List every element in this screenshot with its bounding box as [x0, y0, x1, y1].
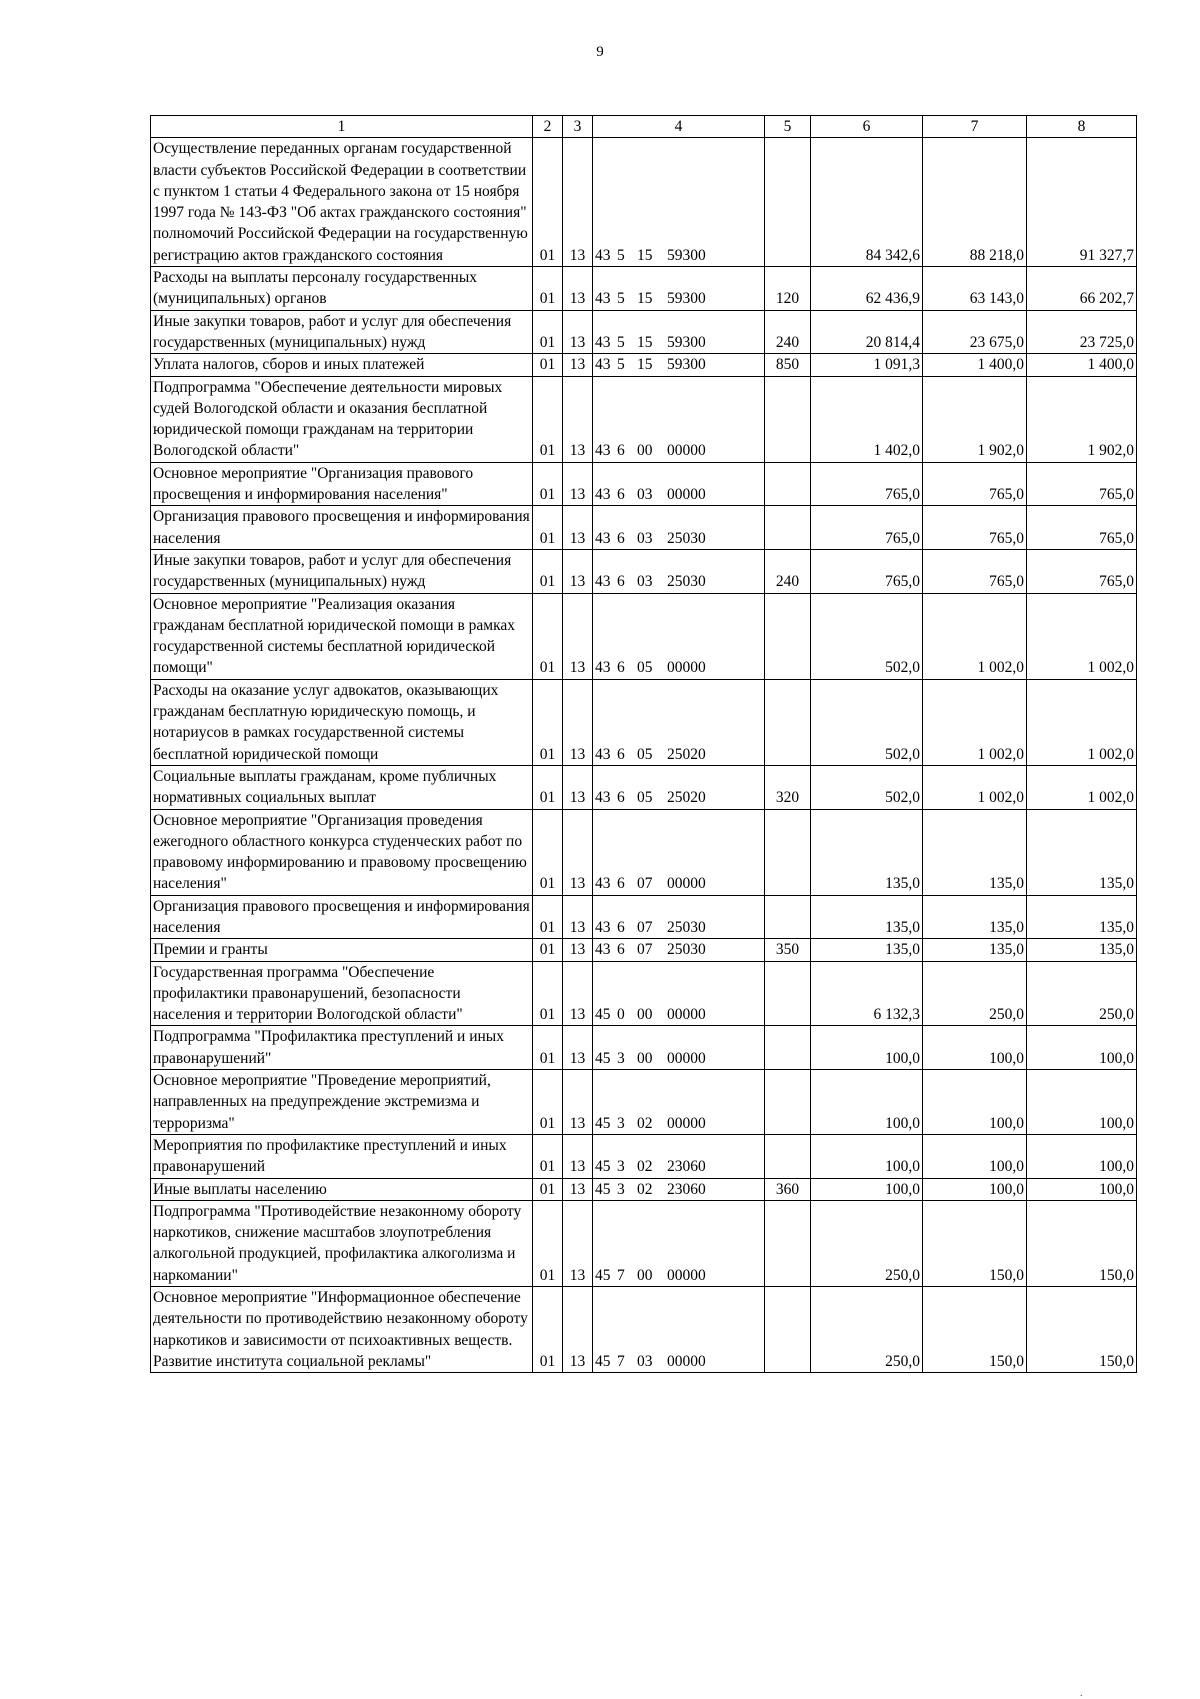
target-event-code: 15	[637, 333, 653, 351]
row-description: Основное мероприятие "Реализация оказания гражданам бесплатной юридической помощи в рамках государственной системы бесплатной юридической помощи"	[151, 593, 533, 679]
row-code-section: 01	[533, 506, 563, 550]
row-amount-col6: 100,0	[811, 1178, 923, 1200]
row-code-section: 01	[533, 809, 563, 895]
row-amount-col8: 1 002,0	[1027, 593, 1137, 679]
target-subprogram-code: 5	[617, 356, 625, 374]
target-direction-code: 59300	[667, 246, 706, 264]
row-expense-type	[765, 1026, 811, 1070]
row-description: Основное мероприятие "Информационное обеспечение деятельности по противодействию незаконному обороту наркотиков и зависимости от психоактивных веществ. Развитие института социальной рекламы"	[151, 1287, 533, 1373]
target-program-code: 45	[595, 1049, 611, 1067]
row-code-target-article	[593, 1134, 765, 1178]
row-amount-col8: 91 327,7	[1027, 138, 1137, 267]
row-expense-type: 850	[765, 354, 811, 376]
row-expense-type	[765, 809, 811, 895]
target-direction-code: 59300	[667, 290, 706, 308]
header-col-1: 1	[151, 116, 533, 138]
row-amount-col7: 150,0	[923, 1200, 1027, 1286]
row-amount-col6: 1 402,0	[811, 376, 923, 462]
row-expense-type: 120	[765, 267, 811, 311]
target-subprogram-code: 3	[617, 1158, 625, 1176]
row-code-target-article	[593, 679, 765, 765]
target-direction-code: 25030	[667, 573, 706, 591]
row-amount-col6: 62 436,9	[811, 267, 923, 311]
target-subprogram-code: 6	[617, 486, 625, 504]
target-program-code: 43	[595, 941, 611, 959]
row-code-subsection: 13	[563, 267, 593, 311]
row-code-section: 01	[533, 895, 563, 939]
header-col-5: 5	[765, 116, 811, 138]
target-program-code: 45	[595, 1114, 611, 1132]
row-code-section: 01	[533, 765, 563, 809]
target-program-code: 43	[595, 356, 611, 374]
table-row	[151, 1070, 1137, 1135]
row-description: Расходы на оказание услуг адвокатов, оказывающих гражданам бесплатную юридическую помощь, и нотариусов в рамках государственной системы бесплатной юридической помощи	[151, 679, 533, 765]
target-subprogram-code: 6	[617, 529, 625, 547]
row-description: Подпрограмма "Противодействие незаконному обороту наркотиков, снижение масштабов злоупотребления алкогольной продукцией, профилактика алкоголизма и наркомании"	[151, 1200, 533, 1286]
header-col-3: 3	[563, 116, 593, 138]
target-subprogram-code: 6	[617, 941, 625, 959]
row-expense-type	[765, 593, 811, 679]
target-event-code: 00	[637, 1006, 653, 1024]
target-event-code: 07	[637, 941, 653, 959]
table-row	[151, 267, 1137, 311]
row-code-section: 01	[533, 1134, 563, 1178]
target-event-code: 03	[637, 486, 653, 504]
target-direction-code: 00000	[667, 659, 706, 677]
row-amount-col8: 1 400,0	[1027, 354, 1137, 376]
target-direction-code: 23060	[667, 1180, 706, 1198]
row-amount-col8: 135,0	[1027, 809, 1137, 895]
row-description: Иные закупки товаров, работ и услуг для обеспечения государственных (муниципальных) нужд	[151, 549, 533, 593]
budget-table	[150, 115, 1137, 1373]
row-expense-type	[765, 961, 811, 1026]
target-direction-code: 25030	[667, 941, 706, 959]
row-expense-type: 240	[765, 549, 811, 593]
table-row	[151, 506, 1137, 550]
row-code-section: 01	[533, 1200, 563, 1286]
row-amount-col8: 135,0	[1027, 939, 1137, 961]
row-expense-type	[765, 138, 811, 267]
row-code-target-article	[593, 1178, 765, 1200]
table-row	[151, 895, 1137, 939]
row-code-target-article	[593, 506, 765, 550]
row-description: Основное мероприятие "Организация правового просвещения и информирования населения"	[151, 462, 533, 506]
table-row	[151, 961, 1137, 1026]
target-direction-code: 59300	[667, 333, 706, 351]
row-code-target-article	[593, 1200, 765, 1286]
row-amount-col7: 1 002,0	[923, 765, 1027, 809]
target-program-code: 43	[595, 745, 611, 763]
row-amount-col6: 1 091,3	[811, 354, 923, 376]
target-direction-code: 00000	[667, 1352, 706, 1370]
target-program-code: 43	[595, 246, 611, 264]
row-code-subsection: 13	[563, 1134, 593, 1178]
row-description: Уплата налогов, сборов и иных платежей	[151, 354, 533, 376]
row-code-subsection: 13	[563, 1178, 593, 1200]
row-code-subsection: 13	[563, 961, 593, 1026]
row-amount-col7: 135,0	[923, 895, 1027, 939]
target-direction-code: 00000	[667, 1006, 706, 1024]
target-subprogram-code: 6	[617, 745, 625, 763]
row-amount-col6: 250,0	[811, 1200, 923, 1286]
target-direction-code: 00000	[667, 1114, 706, 1132]
row-code-subsection: 13	[563, 1026, 593, 1070]
row-expense-type	[765, 1134, 811, 1178]
row-amount-col8: 765,0	[1027, 506, 1137, 550]
row-description: Мероприятия по профилактике преступлений и иных правонарушений	[151, 1134, 533, 1178]
target-program-code: 45	[595, 1006, 611, 1024]
row-code-target-article	[593, 765, 765, 809]
target-event-code: 03	[637, 1352, 653, 1370]
table-row	[151, 1178, 1137, 1200]
target-direction-code: 25020	[667, 789, 706, 807]
row-code-section: 01	[533, 310, 563, 354]
target-event-code: 03	[637, 573, 653, 591]
row-code-target-article	[593, 138, 765, 267]
row-code-subsection: 13	[563, 549, 593, 593]
header-col-8: 8	[1027, 116, 1137, 138]
row-code-section: 01	[533, 961, 563, 1026]
row-description: Социальные выплаты гражданам, кроме публичных нормативных социальных выплат	[151, 765, 533, 809]
table-row	[151, 310, 1137, 354]
row-expense-type	[765, 506, 811, 550]
row-code-target-article	[593, 462, 765, 506]
row-amount-col8: 765,0	[1027, 549, 1137, 593]
row-code-section: 01	[533, 376, 563, 462]
target-program-code: 45	[595, 1158, 611, 1176]
row-amount-col7: 100,0	[923, 1134, 1027, 1178]
row-amount-col7: 1 902,0	[923, 376, 1027, 462]
row-code-target-article	[593, 354, 765, 376]
target-direction-code: 25020	[667, 745, 706, 763]
target-direction-code: 00000	[667, 1049, 706, 1067]
row-code-subsection: 13	[563, 310, 593, 354]
row-amount-col7: 765,0	[923, 549, 1027, 593]
row-code-subsection: 13	[563, 506, 593, 550]
target-program-code: 43	[595, 333, 611, 351]
target-program-code: 43	[595, 918, 611, 936]
row-description: Организация правового просвещения и информирования населения	[151, 895, 533, 939]
row-code-section: 01	[533, 354, 563, 376]
row-description: Основное мероприятие "Проведение мероприятий, направленных на предупреждение экстремизма и терроризма"	[151, 1070, 533, 1135]
row-amount-col7: 100,0	[923, 1026, 1027, 1070]
target-event-code: 05	[637, 745, 653, 763]
row-description: Осуществление переданных органам государственной власти субъектов Российской Федерации в соответствии с пунктом 1 статьи 4 Федерального закона от 15 ноября 1997 года № 143-ФЗ "Об актах гражданского состояния" полномочий Российской Федерации на государственную регистрацию актов гражданского состояния	[151, 138, 533, 267]
row-description: Иные закупки товаров, работ и услуг для обеспечения государственных (муниципальных) нужд	[151, 310, 533, 354]
header-col-7: 7	[923, 116, 1027, 138]
row-code-subsection: 13	[563, 1200, 593, 1286]
target-subprogram-code: 6	[617, 875, 625, 893]
row-amount-col7: 100,0	[923, 1070, 1027, 1135]
row-description: Расходы на выплаты персоналу государственных (муниципальных) органов	[151, 267, 533, 311]
row-amount-col7: 1 400,0	[923, 354, 1027, 376]
target-direction-code: 23060	[667, 1158, 706, 1176]
target-event-code: 03	[637, 529, 653, 547]
row-expense-type: 350	[765, 939, 811, 961]
row-code-section: 01	[533, 1287, 563, 1373]
target-program-code: 45	[595, 1180, 611, 1198]
target-subprogram-code: 3	[617, 1180, 625, 1198]
row-code-subsection: 13	[563, 138, 593, 267]
row-amount-col7: 23 675,0	[923, 310, 1027, 354]
row-description: Организация правового просвещения и информирования населения	[151, 506, 533, 550]
target-subprogram-code: 6	[617, 789, 625, 807]
row-expense-type: 320	[765, 765, 811, 809]
target-event-code: 15	[637, 356, 653, 374]
row-code-subsection: 13	[563, 1287, 593, 1373]
row-amount-col6: 135,0	[811, 939, 923, 961]
row-amount-col7: 1 002,0	[923, 593, 1027, 679]
row-amount-col7: 765,0	[923, 506, 1027, 550]
row-amount-col6: 250,0	[811, 1287, 923, 1373]
row-amount-col8: 250,0	[1027, 961, 1137, 1026]
target-subprogram-code: 5	[617, 333, 625, 351]
target-event-code: 00	[637, 1049, 653, 1067]
row-code-target-article	[593, 267, 765, 311]
row-expense-type	[765, 895, 811, 939]
row-code-subsection: 13	[563, 376, 593, 462]
row-description: Подпрограмма "Обеспечение деятельности мировых судей Вологодской области и оказания бесплатной юридической помощи гражданам на территории Вологодской области"	[151, 376, 533, 462]
header-col-6: 6	[811, 116, 923, 138]
target-program-code: 43	[595, 486, 611, 504]
row-amount-col6: 20 814,4	[811, 310, 923, 354]
target-program-code: 43	[595, 659, 611, 677]
table-row	[151, 376, 1137, 462]
row-amount-col6: 502,0	[811, 765, 923, 809]
table-row	[151, 1026, 1137, 1070]
target-direction-code: 25030	[667, 529, 706, 547]
row-expense-type	[765, 1200, 811, 1286]
target-program-code: 43	[595, 529, 611, 547]
row-code-subsection: 13	[563, 809, 593, 895]
target-event-code: 02	[637, 1114, 653, 1132]
row-amount-col8: 150,0	[1027, 1200, 1137, 1286]
target-direction-code: 59300	[667, 356, 706, 374]
target-subprogram-code: 6	[617, 659, 625, 677]
row-amount-col8: 1 902,0	[1027, 376, 1137, 462]
header-col-4: 4	[593, 116, 765, 138]
row-amount-col7: 765,0	[923, 462, 1027, 506]
target-event-code: 00	[637, 442, 653, 460]
row-expense-type	[765, 1287, 811, 1373]
row-code-subsection: 13	[563, 462, 593, 506]
target-program-code: 43	[595, 875, 611, 893]
row-amount-col8: 135,0	[1027, 895, 1137, 939]
target-event-code: 02	[637, 1180, 653, 1198]
row-amount-col8: 66 202,7	[1027, 267, 1137, 311]
row-amount-col7: 150,0	[923, 1287, 1027, 1373]
row-amount-col8: 765,0	[1027, 462, 1137, 506]
row-code-target-article	[593, 895, 765, 939]
target-program-code: 43	[595, 789, 611, 807]
row-amount-col6: 100,0	[811, 1070, 923, 1135]
table-row	[151, 462, 1137, 506]
target-subprogram-code: 6	[617, 573, 625, 591]
row-amount-col6: 6 132,3	[811, 961, 923, 1026]
row-amount-col7: 135,0	[923, 809, 1027, 895]
row-code-subsection: 13	[563, 765, 593, 809]
row-description: Премии и гранты	[151, 939, 533, 961]
row-expense-type	[765, 679, 811, 765]
row-code-section: 01	[533, 939, 563, 961]
row-code-section: 01	[533, 1026, 563, 1070]
table-body	[151, 138, 1137, 1373]
target-direction-code: 00000	[667, 875, 706, 893]
target-direction-code: 25030	[667, 918, 706, 936]
row-code-subsection: 13	[563, 895, 593, 939]
row-amount-col7: 88 218,0	[923, 138, 1027, 267]
row-code-target-article	[593, 1026, 765, 1070]
row-code-subsection: 13	[563, 354, 593, 376]
target-subprogram-code: 3	[617, 1049, 625, 1067]
target-subprogram-code: 7	[617, 1266, 625, 1284]
row-expense-type	[765, 376, 811, 462]
target-program-code: 43	[595, 573, 611, 591]
table-row	[151, 1200, 1137, 1286]
page-number: 9	[596, 44, 604, 60]
row-amount-col6: 84 342,6	[811, 138, 923, 267]
row-code-target-article	[593, 593, 765, 679]
header-col-2: 2	[533, 116, 563, 138]
table-row	[151, 809, 1137, 895]
row-description: Основное мероприятие "Организация проведения ежегодного областного конкурса студенческих работ по правовому информированию и правовому просвещению населения"	[151, 809, 533, 895]
row-amount-col8: 1 002,0	[1027, 765, 1137, 809]
row-amount-col6: 765,0	[811, 549, 923, 593]
row-amount-col8: 100,0	[1027, 1178, 1137, 1200]
row-amount-col8: 1 002,0	[1027, 679, 1137, 765]
row-amount-col6: 502,0	[811, 593, 923, 679]
target-subprogram-code: 5	[617, 246, 625, 264]
table-row	[151, 593, 1137, 679]
table-row	[151, 939, 1137, 961]
table-row	[151, 138, 1137, 267]
row-code-target-article	[593, 961, 765, 1026]
row-code-section: 01	[533, 138, 563, 267]
target-subprogram-code: 6	[617, 918, 625, 936]
row-expense-type: 360	[765, 1178, 811, 1200]
row-description: Государственная программа "Обеспечение профилактики правонарушений, безопасности населения и территории Вологодской области"	[151, 961, 533, 1026]
row-amount-col8: 23 725,0	[1027, 310, 1137, 354]
table-row	[151, 765, 1137, 809]
target-subprogram-code: 5	[617, 290, 625, 308]
scan-edge-mark: .	[1080, 1688, 1083, 1699]
row-description: Иные выплаты населению	[151, 1178, 533, 1200]
row-code-section: 01	[533, 1070, 563, 1135]
row-code-section: 01	[533, 549, 563, 593]
row-code-target-article	[593, 809, 765, 895]
target-program-code: 45	[595, 1352, 611, 1370]
table-row	[151, 1287, 1137, 1373]
row-code-target-article	[593, 310, 765, 354]
target-event-code: 15	[637, 290, 653, 308]
target-event-code: 07	[637, 918, 653, 936]
row-expense-type: 240	[765, 310, 811, 354]
row-code-section: 01	[533, 1178, 563, 1200]
table-row	[151, 679, 1137, 765]
row-description: Подпрограмма "Профилактика преступлений и иных правонарушений"	[151, 1026, 533, 1070]
row-amount-col7: 135,0	[923, 939, 1027, 961]
row-code-subsection: 13	[563, 593, 593, 679]
row-amount-col8: 100,0	[1027, 1070, 1137, 1135]
row-code-target-article	[593, 376, 765, 462]
target-subprogram-code: 6	[617, 442, 625, 460]
row-amount-col6: 100,0	[811, 1134, 923, 1178]
table-row	[151, 354, 1137, 376]
row-expense-type	[765, 462, 811, 506]
row-code-target-article	[593, 939, 765, 961]
target-direction-code: 00000	[667, 486, 706, 504]
row-code-section: 01	[533, 267, 563, 311]
row-amount-col6: 100,0	[811, 1026, 923, 1070]
row-amount-col6: 765,0	[811, 506, 923, 550]
row-expense-type	[765, 1070, 811, 1135]
target-event-code: 05	[637, 789, 653, 807]
target-direction-code: 00000	[667, 1266, 706, 1284]
row-code-target-article	[593, 1070, 765, 1135]
row-amount-col8: 100,0	[1027, 1026, 1137, 1070]
target-direction-code: 00000	[667, 442, 706, 460]
row-amount-col8: 100,0	[1027, 1134, 1137, 1178]
row-amount-col6: 135,0	[811, 809, 923, 895]
row-code-section: 01	[533, 462, 563, 506]
row-amount-col6: 765,0	[811, 462, 923, 506]
header-row	[151, 116, 1137, 138]
row-amount-col7: 1 002,0	[923, 679, 1027, 765]
target-event-code: 15	[637, 246, 653, 264]
row-code-section: 01	[533, 679, 563, 765]
target-event-code: 05	[637, 659, 653, 677]
row-amount-col6: 502,0	[811, 679, 923, 765]
row-amount-col7: 63 143,0	[923, 267, 1027, 311]
row-code-section: 01	[533, 593, 563, 679]
target-subprogram-code: 3	[617, 1114, 625, 1132]
target-subprogram-code: 0	[617, 1006, 625, 1024]
row-amount-col6: 135,0	[811, 895, 923, 939]
row-code-subsection: 13	[563, 1070, 593, 1135]
target-event-code: 00	[637, 1266, 653, 1284]
target-event-code: 02	[637, 1158, 653, 1176]
target-program-code: 45	[595, 1266, 611, 1284]
row-code-target-article	[593, 1287, 765, 1373]
table-row	[151, 549, 1137, 593]
target-program-code: 43	[595, 290, 611, 308]
target-program-code: 43	[595, 442, 611, 460]
row-code-target-article	[593, 549, 765, 593]
row-code-subsection: 13	[563, 939, 593, 961]
target-event-code: 07	[637, 875, 653, 893]
target-subprogram-code: 7	[617, 1352, 625, 1370]
row-code-subsection: 13	[563, 679, 593, 765]
row-amount-col8: 150,0	[1027, 1287, 1137, 1373]
row-amount-col7: 250,0	[923, 961, 1027, 1026]
table-row	[151, 1134, 1137, 1178]
row-amount-col7: 100,0	[923, 1178, 1027, 1200]
